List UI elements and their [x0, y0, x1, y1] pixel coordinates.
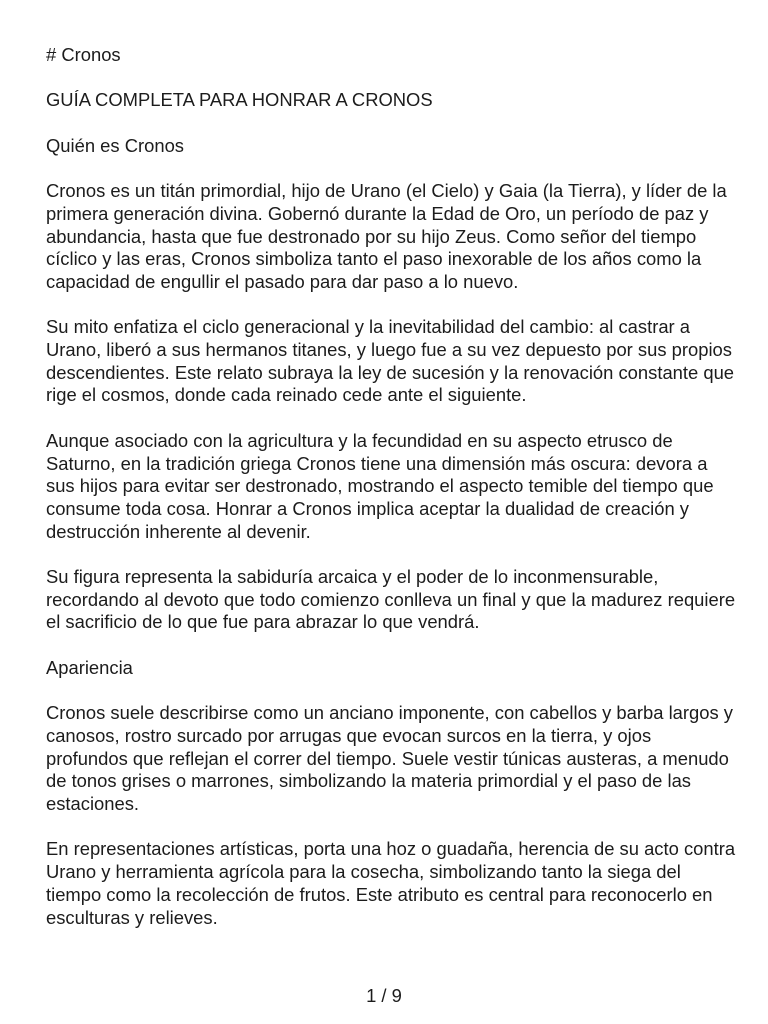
section-heading-apariencia: Apariencia	[46, 656, 133, 678]
markdown-heading: # Cronos	[46, 44, 121, 65]
paragraph: Su mito enfatiza el ciclo generacional y la inevitabilidad del cambio: al castrar a Urano, liberó a sus hermanos titanes, y luego fue a su vez depuesto por sus propios descendientes. Este relato subraya la ley de sucesión y la renovación constante que rige el cosmos, donde cada reinado cede ante el siguiente.	[46, 316, 735, 406]
paragraph: Cronos es un titán primordial, hijo de Urano (el Cielo) y Gaia (la Tierra), y líder de la primera generación divina. Gobernó durante la Edad de Oro, un período de paz y abundancia, hasta que fue destronado por su hijo Zeus. Como señor del tiempo cíclico y las eras, Cronos simboliza tanto el paso inexorable de los años como la capacidad de engullir el pasado para dar paso a lo nuevo.	[46, 180, 727, 292]
section-heading-quien-es-cronos: Quién es Cronos	[46, 134, 185, 156]
document-page	[46, 44, 736, 952]
paragraph: Su figura representa la sabiduría arcaica y el poder de lo inconmensurable, recordando al devoto que todo comienzo conlleva un final y que la madurez requiere el sacrificio de lo que fue para abrazar lo que vendrá.	[46, 566, 736, 633]
paragraph: En representaciones artísticas, porta una hoz o guadaña, herencia de su acto contra Urano y herramienta agrícola para la cosecha, simbolizando tanto la siega del tiempo como la recolección de frutos. Este atributo es central para reconocerlo en esculturas y relieves.	[46, 838, 736, 928]
paragraph: Aunque asociado con la agricultura y la fecundidad en su aspecto etrusco de Saturno, en la tradición griega Cronos tiene una dimensión más oscura: devora a sus hijos para evitar ser destronado, mostrando el aspecto temible del tiempo que consume toda cosa. Honrar a Cronos implica aceptar la dualidad de creación y destrucción inherente al devenir.	[46, 429, 714, 542]
page-indicator: 1 / 9	[366, 985, 402, 1006]
document-title: GUÍA COMPLETA PARA HONRAR A CRONOS	[46, 89, 433, 111]
paragraph: Cronos suele describirse como un anciano imponente, con cabellos y barba largos y canosos, rostro surcado por arrugas que evocan surcos en la tierra, y ojos profundos que reflejan el correr del tiempo. Suele vestir túnicas austeras, a menudo de tonos grises o marrones, simbolizando la materia primordial y el paso de las estaciones.	[46, 702, 733, 815]
